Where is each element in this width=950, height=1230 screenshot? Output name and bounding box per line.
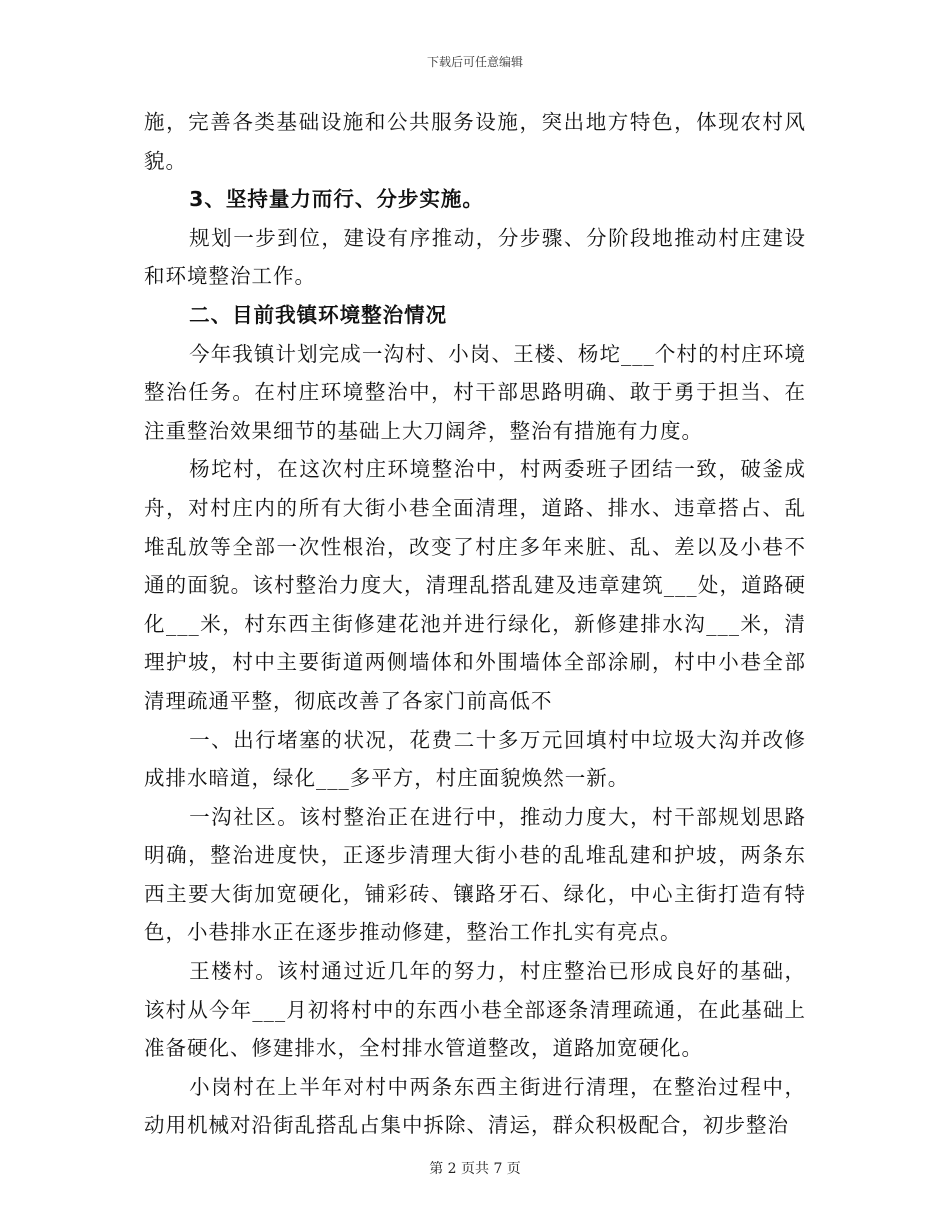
paragraph-5: 一、出行堵塞的状况，花费二十多万元回填村中垃圾大沟并改修成排水暗道，绿化___多平方，村庄面貌焕然一新。 — [144, 727, 806, 791]
paragraph-3: 今年我镇计划完成一沟村、小岗、王楼、杨坨___个村的村庄环境整治任务。在村庄环境整治中，村干部思路明确、敢于勇于担当、在注重整治效果细节的基础上大刀阔斧，整治有措施有力度。 — [144, 341, 806, 443]
paragraph-xiaogang: 小岗村在上半年对村中两条东西主街进行清理，在整治过程中，动用机械对沿街乱搭乱占集中拆除、清运，群众积极配合，初步整治 — [144, 1074, 806, 1138]
page-header: 下载后可任意编辑 — [426, 55, 523, 69]
page-footer: 第 2 页共 7 页 — [429, 1161, 521, 1177]
document-body — [144, 103, 806, 1145]
paragraph-wanglou: 王楼村。该村通过近几年的努力，村庄整治已形成良好的基础，该村从今年___月初将村中的东西小巷全部逐条清理疏通，在此基础上准备硬化、修建排水，全村排水管道整改，道路加宽硬化。 — [144, 959, 806, 1061]
paragraph-2: 规划一步到位，建设有序推动，分步骤、分阶段地推动村庄建设和环境整治工作。 — [144, 225, 806, 289]
paragraph-1: 施，完善各类基础设施和公共服务设施，突出地方特色，体现农村风貌。 — [144, 110, 806, 173]
paragraph-yigou: 一沟社区。该村整治正在进行中，推动力度大，村干部规划思路明确，整治进度快，正逐步清理大街小巷的乱堆乱建和护坡，两条东西主要大街加宽硬化，铺彩砖、镶路牙石、绿化，中心主街打造有特色，小巷排水正在逐步推动修建，整治工作扎实有亮点。 — [144, 804, 806, 945]
paragraph-yangtuo: 杨坨村，在这次村庄环境整治中，村两委班子团结一致，破釜成舟，对村庄内的所有大街小巷全面清理，道路、排水、违章搭占、乱堆乱放等全部一次性根治，改变了村庄多年来脏、乱、差以及小巷不通的面貌。该村整治力度大，清理乱搭乱建及违章建筑___处，道路硬化___米，村东西主街修建花池并进行绿化，新修建排水沟___米，清理护坡，村中主要街道两侧墙体和外围墙体全部涂刷，村中小巷全部清理疏通平整，彻底改善了各家门前高低不 — [144, 457, 806, 713]
section-heading-2: 二、目前我镇环境整治情况 — [189, 302, 448, 327]
section-heading-3: 3、坚持量力而行、分步实施。 — [189, 187, 484, 212]
